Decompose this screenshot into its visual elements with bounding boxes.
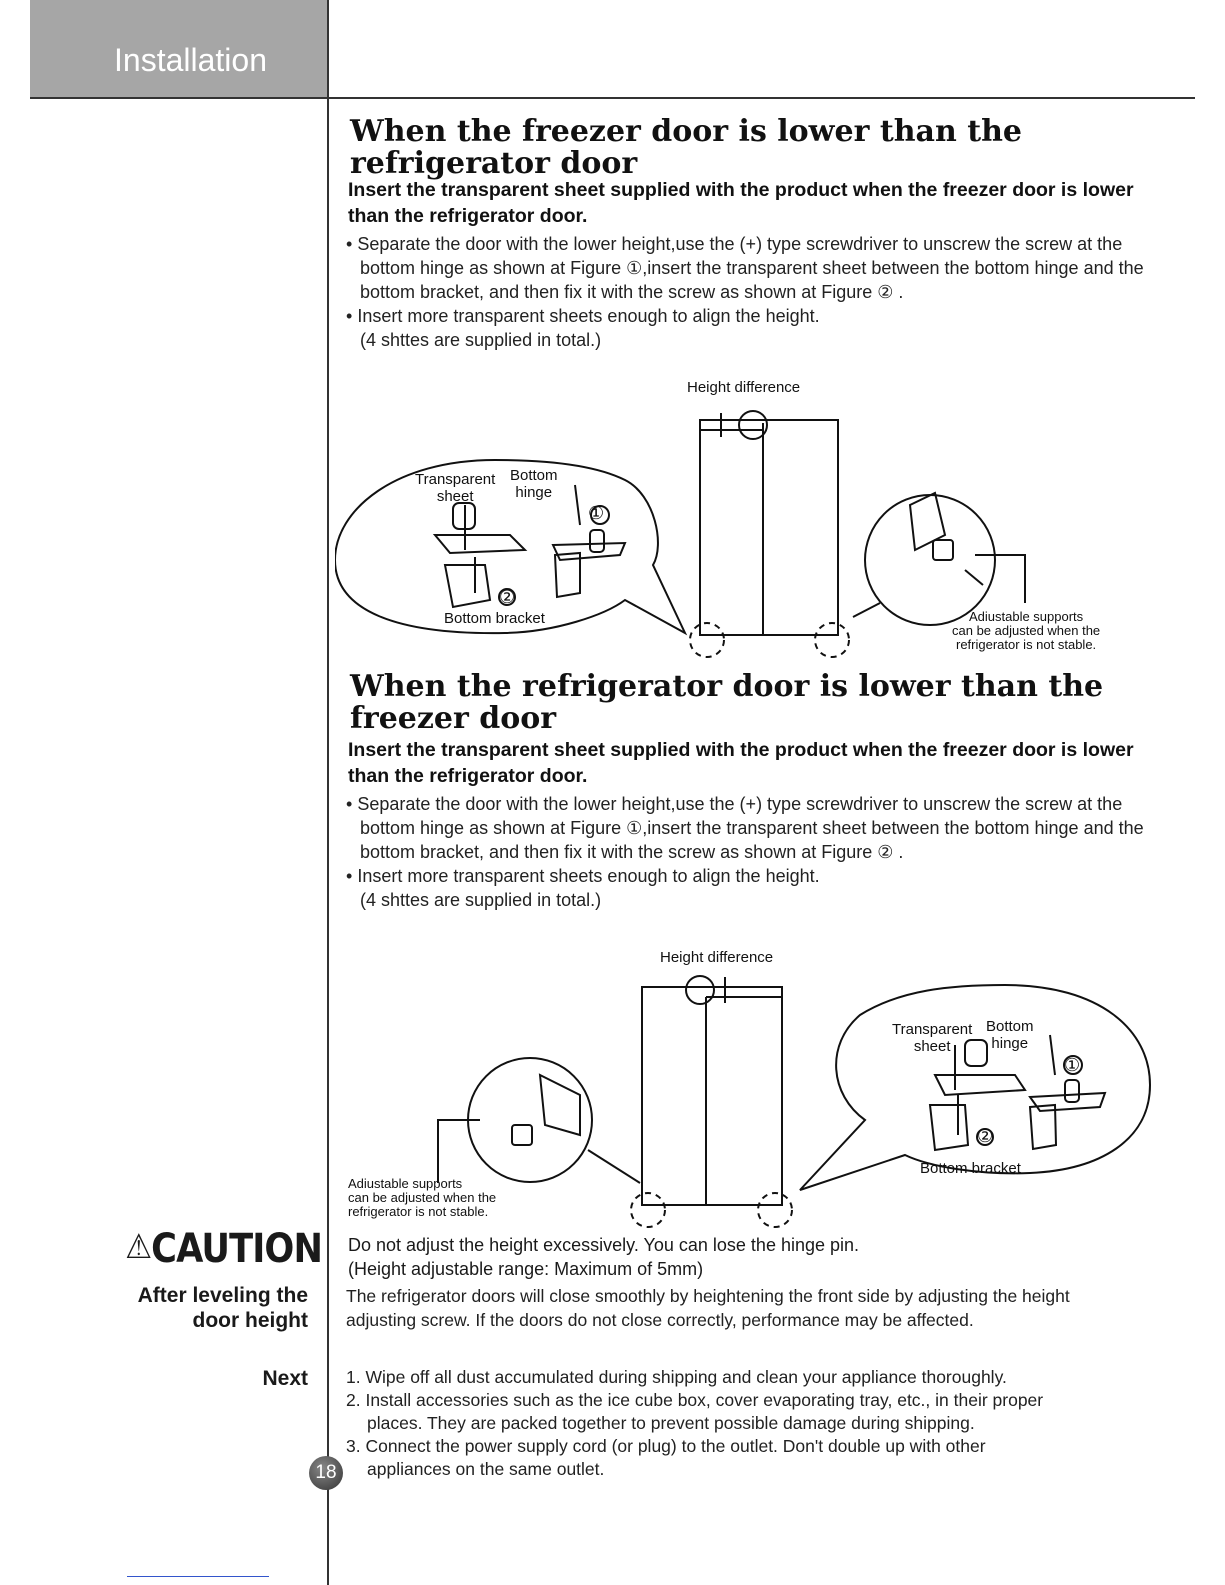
transparent-sheet-label: Transparent sheet (415, 471, 496, 505)
section2-subtitle: Insert the transparent sheet supplied with the product when the freezer door is lower than the refrigerator door. (348, 739, 1134, 787)
section1-subtitle: Insert the transparent sheet supplied with the product when the freezer door is lower than the refrigerator door. (348, 179, 1134, 227)
figure-2-marker-2: ② (977, 1126, 994, 1146)
warning-triangle-icon: ⚠ (125, 1227, 152, 1267)
caution-heading: ⚠CAUTION (125, 1226, 323, 1272)
bottom-bracket-label: Bottom bracket (444, 610, 545, 627)
bottom-hinge-label: Bottom hinge (510, 467, 558, 501)
section2-instructions (346, 792, 1146, 912)
fridge-body (700, 420, 838, 635)
list-item: 2. Install accessories such as the ice cube box, cover evaporating tray, etc., in their proper places. They are packed together to prevent possible damage during shipping. (346, 1390, 1044, 1433)
after-leveling-text: The refrigerator doors will close smoothly by heightening the front side by adjusting the height adjusting screw. If the doors do not close correctly, performance may be affected. (346, 1286, 1070, 1330)
height-difference-label-2: Height difference (660, 949, 774, 966)
adjustable-supports-note-2: Adiustable supports can be adjusted when the refrigerator is not stable. (348, 1176, 497, 1219)
page-number: 18 (309, 1456, 343, 1490)
caution-line-2: (Height adjustable range: Maximum of 5mm) (348, 1259, 704, 1279)
section1-instructions (346, 232, 1146, 352)
bottom-bracket-label-2: Bottom bracket (920, 1160, 1021, 1177)
figure-1-marker: ① (588, 503, 605, 523)
list-item: 1. Wipe off all dust accumulated during shipping and clean your appliance thoroughly. (346, 1367, 1007, 1387)
figure-1-marker-2: ① (1064, 1055, 1081, 1075)
detail-circle-right (865, 495, 995, 625)
section-header-tab (30, 0, 327, 98)
transparent-sheet-label-2: Transparent sheet (892, 1021, 973, 1055)
header-divider (30, 97, 1195, 99)
section2-bullet-1: • Separate the door with the lower height,use the (+) type screwdriver to unscrew the screw at the bottom hinge as shown at Figure ①,insert the transparent sheet between the bottom hinge and the bottom bracket, and then fix it with the screw as shown at Figure ② . (346, 794, 1144, 862)
fridge-body-2 (642, 987, 782, 1205)
section1-title: When the freezer door is lower than the refrigerator door (350, 114, 1022, 181)
list-item: 3. Connect the power supply cord (or plug) to the outlet. Don't double up with other appliances on the same outlet. (346, 1436, 986, 1479)
diagram-refrigerator-lower (340, 945, 1195, 1230)
next-heading: Next (262, 1367, 308, 1390)
figure-2-marker: ② (499, 587, 516, 607)
adjustable-supports-note: Adiustable supports can be adjusted when the refrigerator is not stable. (952, 609, 1101, 652)
caution-line-1: Do not adjust the height excessively. You can lose the hinge pin. (348, 1235, 860, 1255)
section2-note: (4 shttes are supplied in total.) (360, 890, 602, 910)
section-title: Installation (114, 42, 267, 78)
section1-bullet-1: • Separate the door with the lower height,use the (+) type screwdriver to unscrew the screw at the bottom hinge as shown at Figure ①,insert the transparent sheet between the bottom hinge and the bottom bracket, and then fix it with the screw as shown at Figure ② . (346, 234, 1144, 302)
height-difference-label: Height difference (687, 379, 801, 396)
section1-bullet-2: • Insert more transparent sheets enough to align the height. (346, 306, 820, 326)
section1-note: (4 shttes are supplied in total.) (360, 330, 602, 350)
next-steps-list (346, 1366, 1196, 1481)
column-divider (327, 0, 329, 1585)
section2-bullet-2: • Insert more transparent sheets enough to align the height. (346, 866, 820, 886)
section2-title: When the refrigerator door is lower than the freezer door (350, 669, 1104, 736)
bottom-hinge-label-2: Bottom hinge (986, 1018, 1034, 1052)
footer-link-underline (127, 1576, 269, 1577)
diagram-freezer-lower (335, 375, 1195, 665)
detail-circle-left (468, 1058, 592, 1182)
after-leveling-heading: After leveling the door height (137, 1284, 308, 1332)
